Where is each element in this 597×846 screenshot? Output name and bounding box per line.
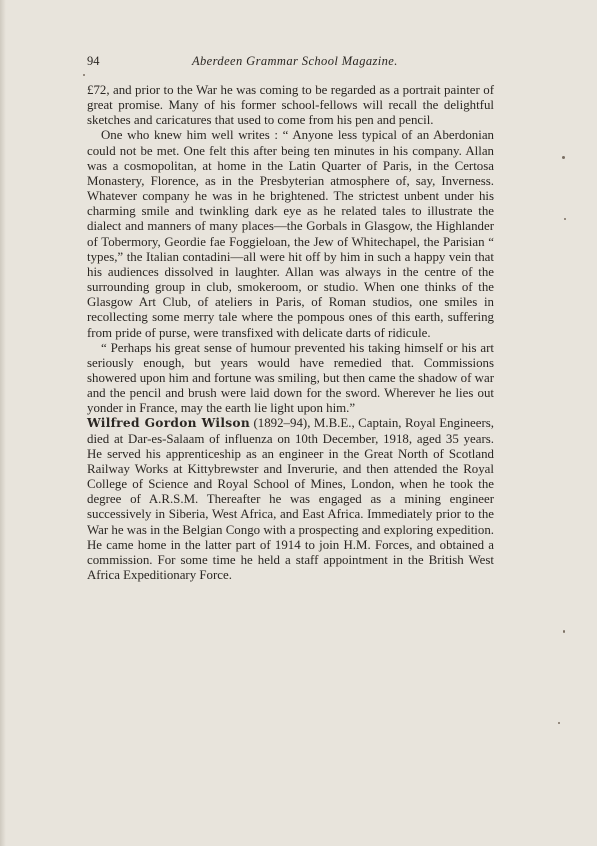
page-edge-shadow [0, 0, 6, 846]
paper-speck [562, 156, 565, 159]
paragraph: One who knew him well writes : “ Anyone less typical of an Aberdonian could not be met. One felt this after being ten minutes in his company. Allan was a cosmopolitan, at home in the Latin Quarter of Paris, in the Certosa Monastery, Florence, as in the Presbyterian atmosphere of, say, Inverness. Whatever company he was in he brightened. The strictest unbent under his charming smile and twinkling dark eye as he related tales to illustrate the dialect and manners of many places—the Gorbals in Glasgow, the Highlander of Tobermory, Geordie fae Foggieloan, the Jew of Whitechapel, the Parisian “ types,” the Italian contadini—all were hit off by him in such a happy vein that his audiences dissolved in laughter. Allan was always in the centre of the surrounding group in club, smokeroom, or studio. When one thinks of the Glasgow Art Club, of ateliers in Paris, of Roman studios, one smiles in recollecting some merry tale where the pompous ones of this earth, suffering from pride of purse, were transfixed with delicate darts of ridicule. [87, 128, 494, 340]
article-body [87, 83, 494, 583]
obituary-paragraph [87, 416, 494, 583]
journal-title: Aberdeen Grammar School Magazine. [192, 54, 398, 68]
paragraph: “ Perhaps his great sense of humour prevented his taking himself or his art seriously enough, but years would have remedied that. Commissions showered upon him and fortune was smiling, but then came the shadow of war and the pencil and brush were laid down for the sword. Wherever he lies out yonder in France, may the earth lie light upon him.” [87, 340, 494, 416]
paper-speck [558, 722, 560, 724]
page-number: 94 [87, 54, 100, 68]
paper-speck [83, 74, 85, 76]
running-head [87, 54, 505, 74]
obituary-text: (1892–94), M.B.E., Captain, Royal Engineers, died at Dar-es-Salaam of influenza on 10th December, 1918, aged 35 years. He served his apprenticeship as an engineer in the Great North of Scotland Railway Works at Kittybrewster and Inverurie, and then attended the Royal College of Science and Royal School of Mines, London, when he took the degree of A.R.S.M. Thereafter he was engaged as a mining engineer successively in Siberia, West Africa, and East Africa. Immediately prior to the War he was in the Belgian Congo with a prospecting and exploring expedition. He came home in the latter part of 1914 to join H.M. Forces, and obtained a commission. For some time he held a staff appointment in the British West Africa Expeditionary Force. [87, 416, 494, 582]
paper-speck [564, 218, 566, 220]
paragraph: £72, and prior to the War he was coming to be regarded as a portrait painter of great promise. Many of his former school-fellows will recall the delightful sketches and caricatures that used to come from his pen and pencil. [87, 83, 494, 128]
paper-speck [563, 630, 565, 633]
obituary-name: Wilfred Gordon Wilson [87, 416, 251, 431]
